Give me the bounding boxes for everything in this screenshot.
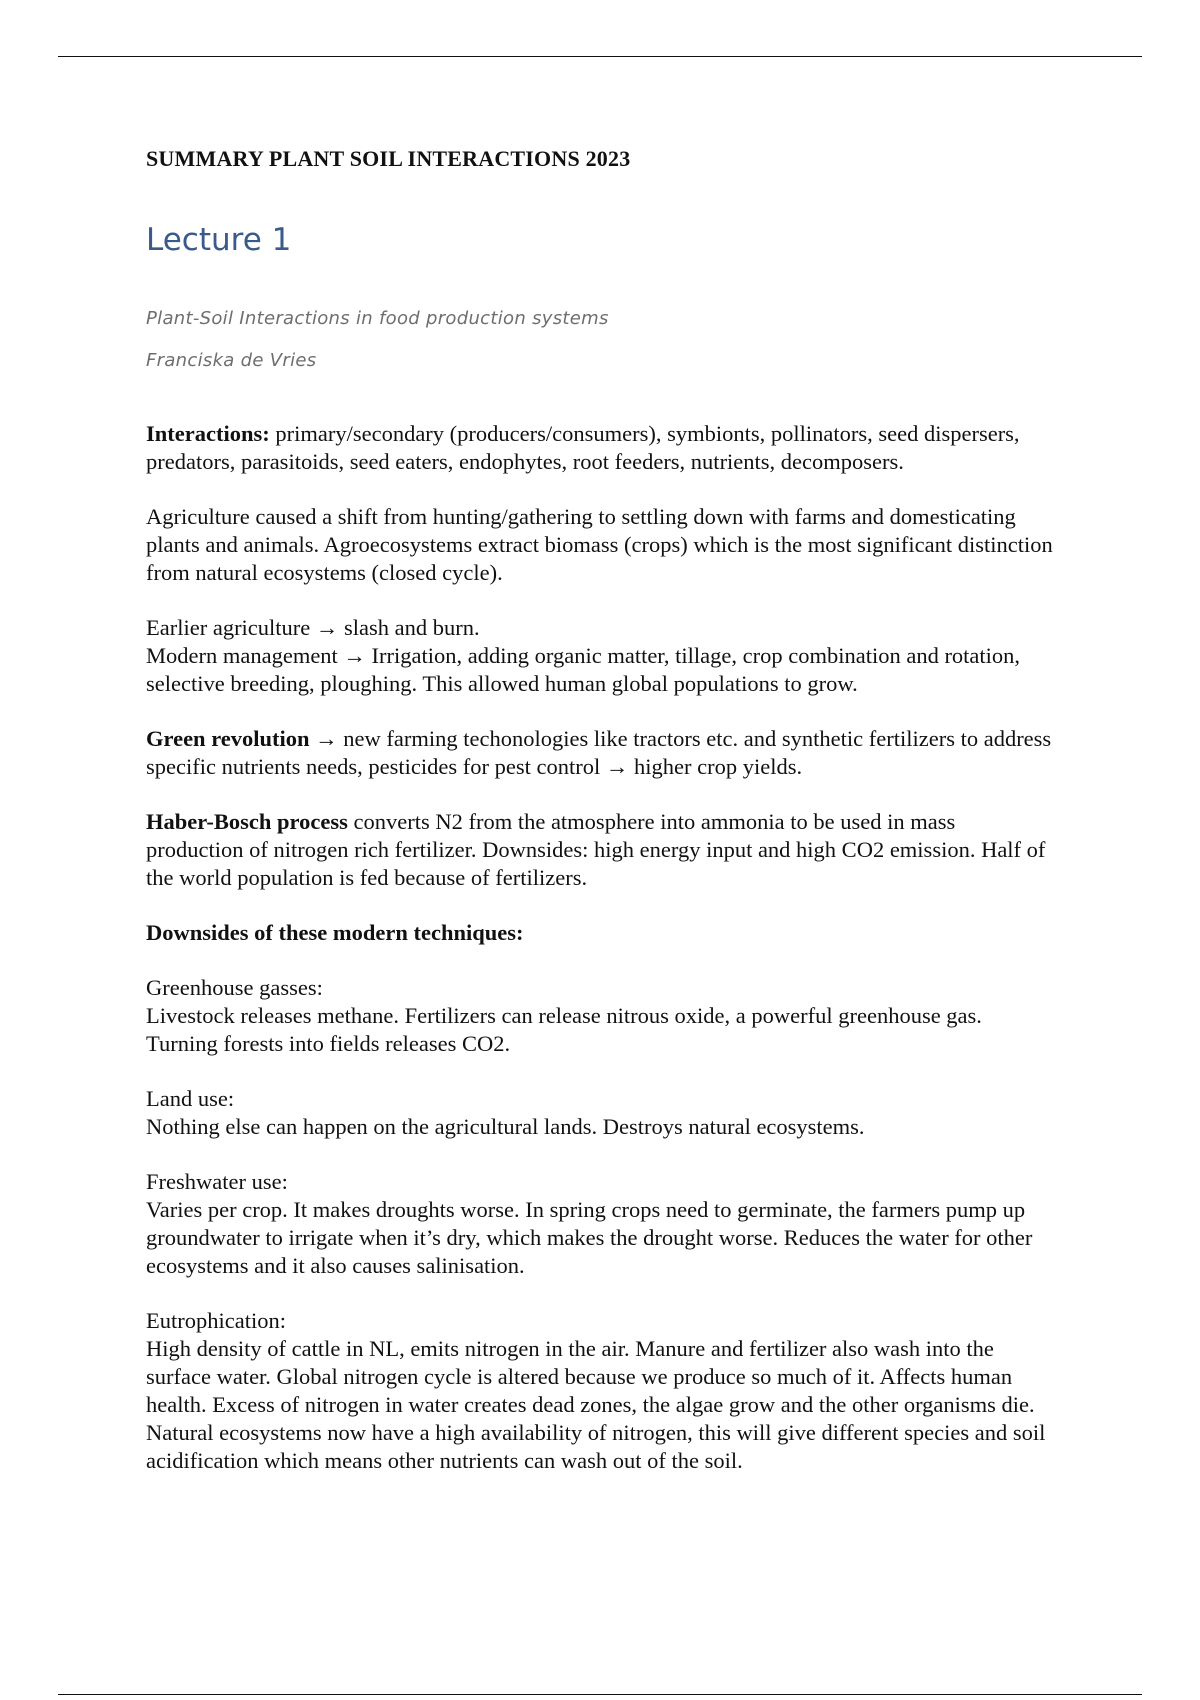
eutrophication-label: Eutrophication: xyxy=(146,1308,286,1333)
freshwater-label: Freshwater use: xyxy=(146,1169,288,1194)
land-use-label: Land use: xyxy=(146,1086,235,1111)
freshwater-paragraph xyxy=(146,1168,1056,1280)
document-body xyxy=(146,420,1056,1475)
greenhouse-paragraph xyxy=(146,974,1056,1058)
top-rule xyxy=(58,56,1142,57)
lecture-heading: Lecture 1 xyxy=(146,222,292,258)
modern-management-line: Modern management → Irrigation, adding organic matter, tillage, crop combination and rotation, selective breeding, ploughing. This allowed human global populations to grow. xyxy=(146,643,1021,696)
interactions-label: Interactions: xyxy=(146,421,270,446)
downsides-heading xyxy=(146,919,1056,947)
agriculture-history-paragraph xyxy=(146,614,1056,698)
earlier-agriculture-line: Earlier agriculture → slash and burn. xyxy=(146,615,480,640)
green-revolution-text: → new farming techonologies like tractors etc. and synthetic fertilizers to address specific nutrients needs, pesticides for pest control → higher crop yields. xyxy=(146,726,1052,779)
agriculture-paragraph: Agriculture caused a shift from hunting/gathering to settling down with farms and domesticating plants and animals. Agroecosystems extract biomass (crops) which is the most significant distinction from natural ecosystems (closed cycle). xyxy=(146,504,1053,585)
bottom-rule xyxy=(58,1694,1142,1695)
greenhouse-label: Greenhouse gasses: xyxy=(146,975,323,1000)
green-revolution-paragraph xyxy=(146,725,1056,781)
document-title: SUMMARY PLANT SOIL INTERACTIONS 2023 xyxy=(146,146,631,171)
course-subtitle: Plant-Soil Interactions in food production systems xyxy=(146,308,609,329)
land-use-text: Nothing else can happen on the agricultural lands. Destroys natural ecosystems. xyxy=(146,1114,865,1139)
haber-bosch-text: converts N2 from the atmosphere into ammonia to be used in mass production of nitrogen rich fertilizer. Downsides: high energy input and high CO2 emission. Half of the world population is fed because of fertilizers. xyxy=(146,809,1046,890)
interactions-text: primary/secondary (producers/consumers), symbionts, pollinators, seed dispersers, predators, parasitoids, seed eaters, endophytes, root feeders, nutrients, decomposers. xyxy=(146,421,1020,474)
land-use-paragraph xyxy=(146,1085,1056,1141)
greenhouse-text: Livestock releases methane. Fertilizers can release nitrous oxide, a powerful greenhouse gas. Turning forests into fields releases CO2. xyxy=(146,1003,982,1056)
haber-bosch-paragraph xyxy=(146,808,1056,892)
downsides-heading-text: Downsides of these modern techniques: xyxy=(146,920,524,945)
author-subtitle: Franciska de Vries xyxy=(146,350,317,371)
freshwater-text: Varies per crop. It makes droughts worse. In spring crops need to germinate, the farmers pump up groundwater to irrigate when it’s dry, which makes the drought worse. Reduces the water for other ecosystems and it also causes salinisation. xyxy=(146,1197,1033,1278)
eutrophication-paragraph xyxy=(146,1307,1056,1475)
green-revolution-label: Green revolution xyxy=(146,726,310,751)
eutrophication-text: High density of cattle in NL, emits nitrogen in the air. Manure and fertilizer also wash into the surface water. Global nitrogen cycle is altered because we produce so much of it. Affects human health. Excess of nitrogen in water creates dead zones, the algae grow and the other organisms die. Natural ecosystems now have a high availability of nitrogen, this will give different species and soil acidification which means other nutrients can wash out of the soil. xyxy=(146,1336,1046,1473)
haber-bosch-label: Haber-Bosch process xyxy=(146,809,348,834)
interactions-paragraph xyxy=(146,420,1056,476)
